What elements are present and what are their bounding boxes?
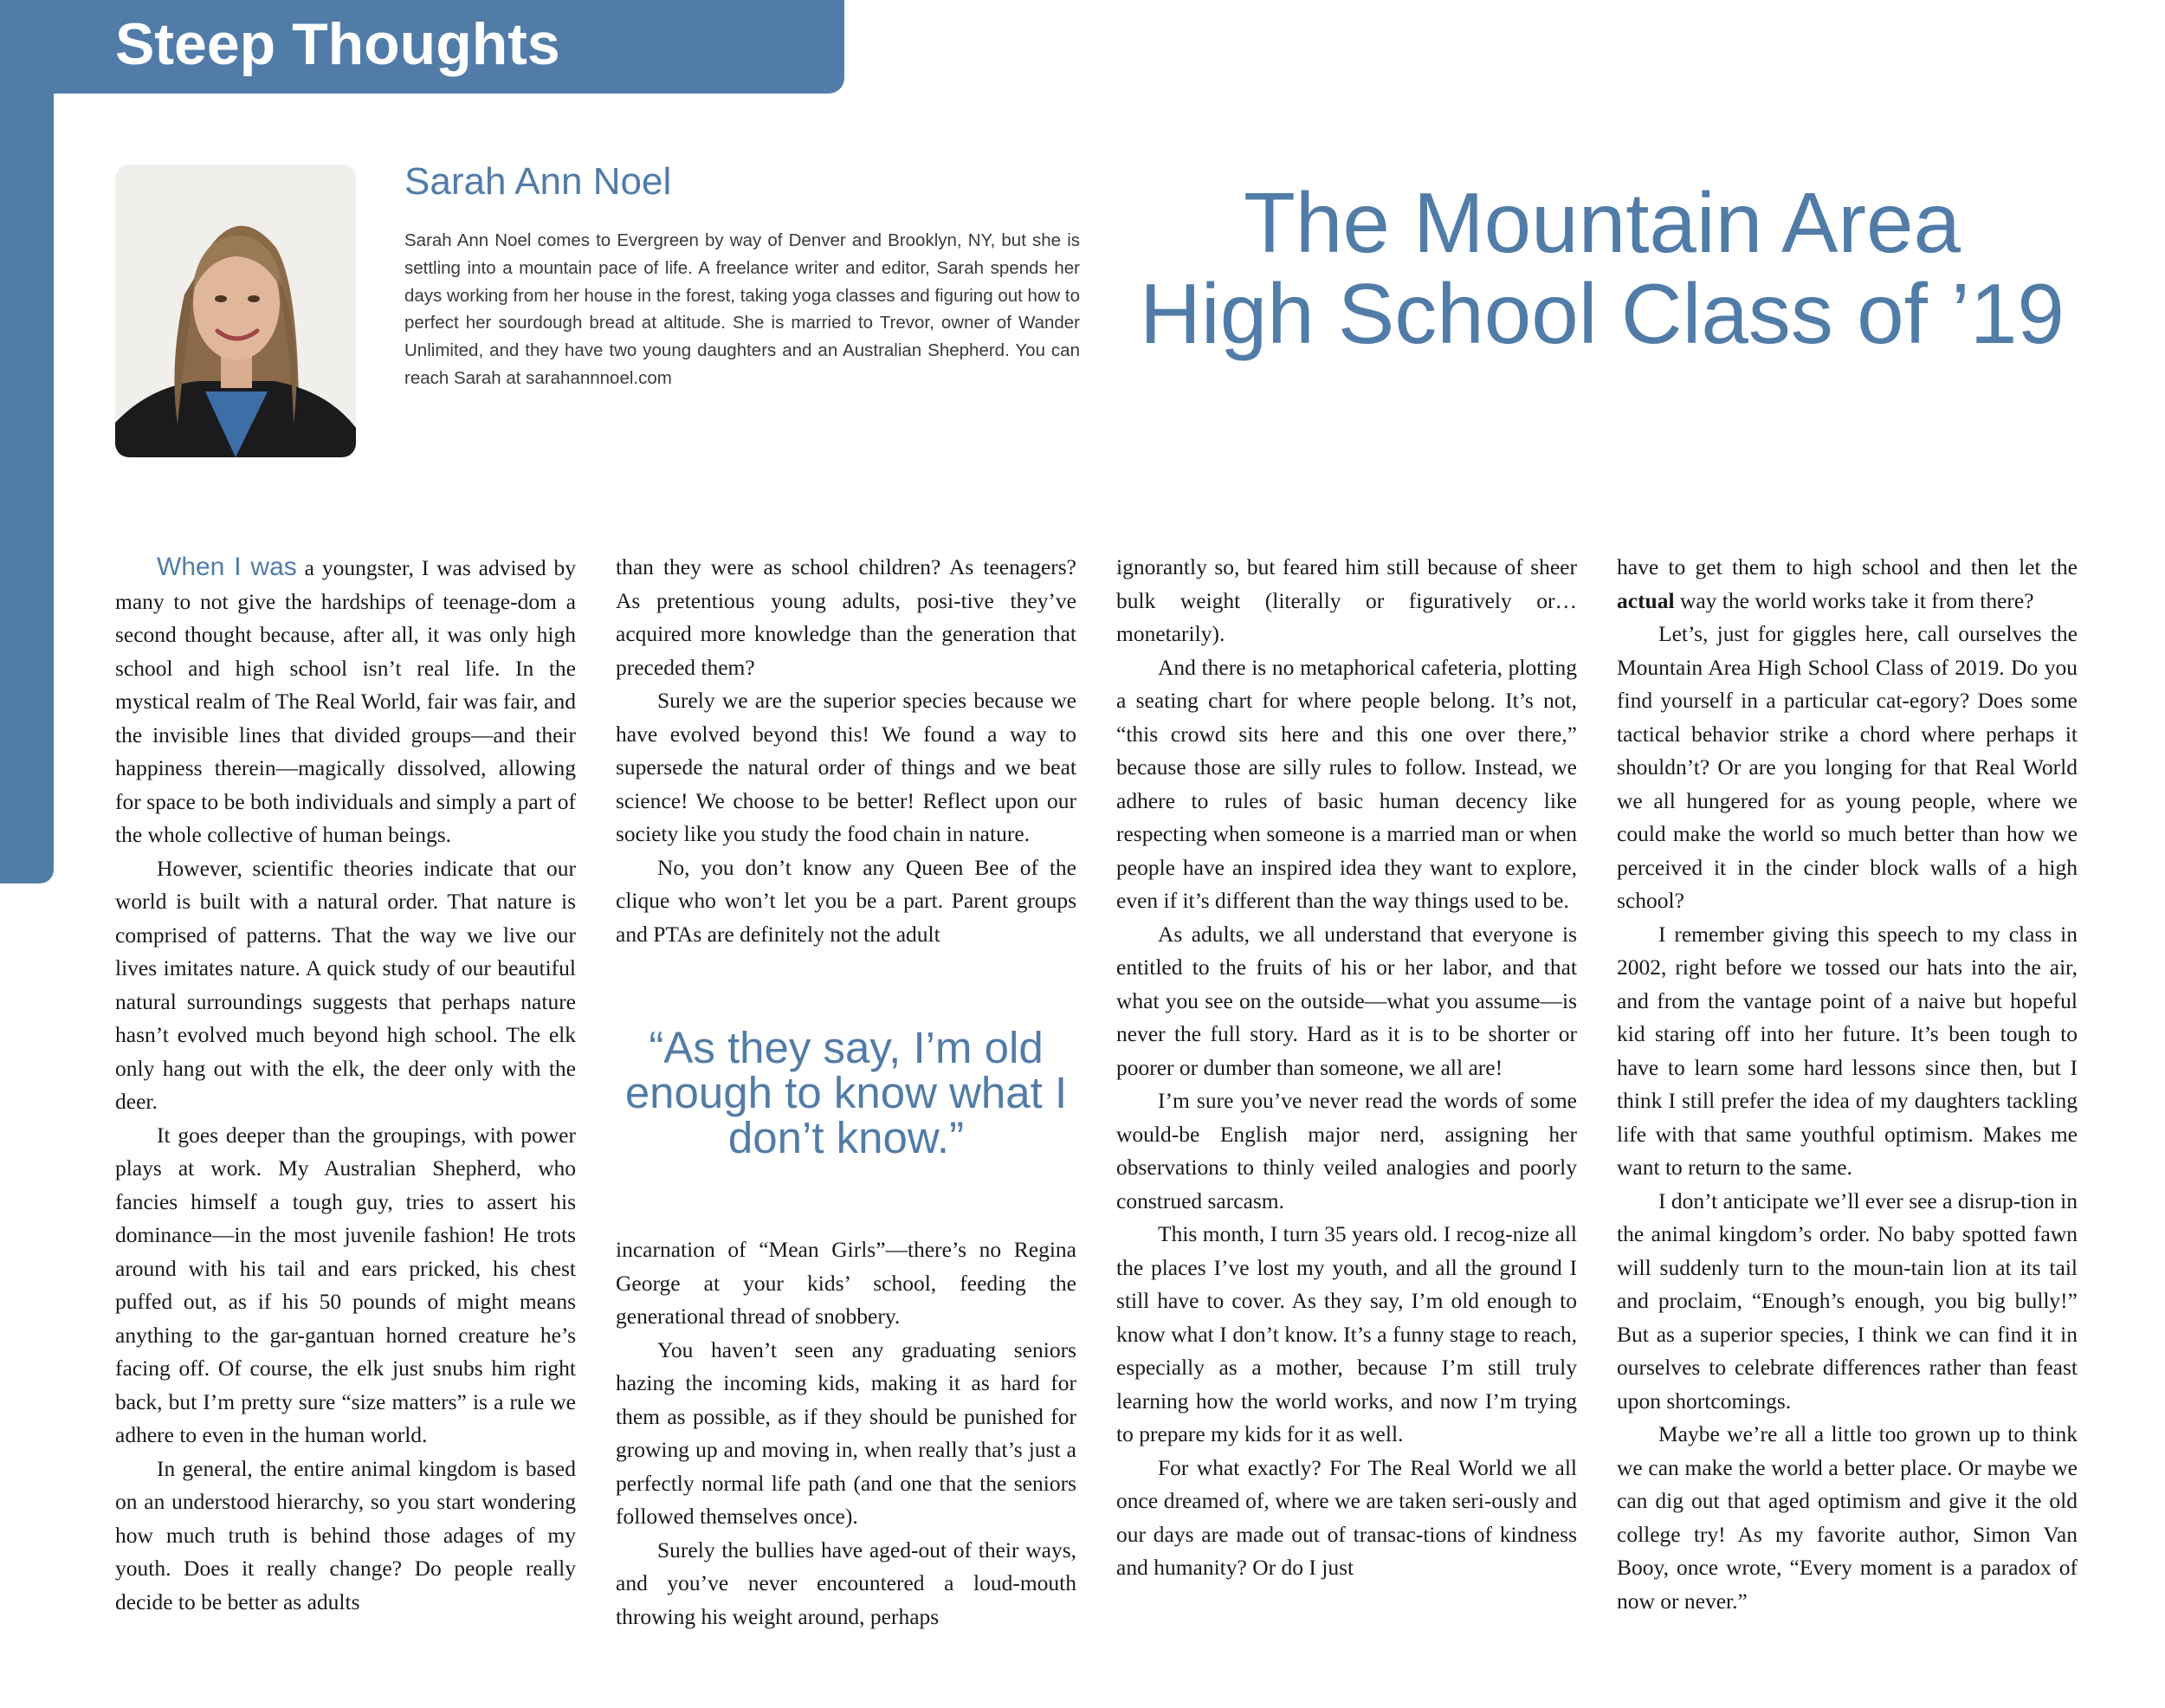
article-column-3 <box>1116 551 1577 1585</box>
emphasis-actual: actual <box>1617 587 1675 613</box>
author-name: Sarah Ann Noel <box>404 160 672 203</box>
article-headline <box>1117 175 2087 361</box>
author-photo <box>115 165 356 457</box>
article-paragraph: As adults, we all understand that everyone is entitled to the fruits of his or her labor, and that what you see on the outside—what you assume—is never the full story. Hard as it is to be shorter or poorer or dumber than someone, we all are! <box>1116 921 1577 1080</box>
article-column-2 <box>616 551 1076 1634</box>
article-paragraph: have to get them to high school and then let the actual way the world works take it from there? <box>1617 554 2078 613</box>
article-paragraph: Let’s, just for giggles here, call ourselves the Mountain Area High School Class of 2019. Do you find yourself in a particular cat-egory? Does some tactical behavior strike a chord where perhaps it shouldn’t? Or are you longing for that Real World we all hungered for as young people, where we could make the world so much better than how we perceived it in the cinder block walls of a high school? <box>1617 621 2078 913</box>
article-paragraph: When I was a youngster, I was advised by many to not give the hardships of teenage-dom a second thought because, after all, it was only high school and high school isn’t real life. In the mystical realm of The Real World, fair was fair, and the invisible lines that divided groups—and their happiness therein—magically dissolved, allowing for space to be both individuals and simply a part of the whole collective of human beings. <box>115 553 576 847</box>
article-paragraph: It goes deeper than the groupings, with power plays at work. My Australian Shepherd, who fancies himself a tough guy, tries to assert his dominance—in the most juvenile fashion! He trots around with his tail and ears pricked, his chest puffed out, as if his 50 pounds of might means anything to the gar-gantuan horned creature he’s facing off. Of course, the elk just snubs him right back, but I’m pretty sure “size matters” is a rule we adhere to even in the human world. <box>115 1122 576 1447</box>
article-paragraph: And there is no metaphorical cafeteria, plotting a seating chart for where people belong. It’s not, “this crowd sits here and this one over there,” because those are silly rules to follow. Instead, we adhere to rules of basic human decency like respecting when someone is a married man or when people have an inspired idea they want to explore, even if it’s different than the way things used to be. <box>1116 654 1577 913</box>
article-paragraph: You haven’t seen any graduating seniors hazing the incoming kids, making it as hard for them as possible, as if they should be punished for growing up and moving in, when really that’s just a perfectly normal life path (and one that the seniors followed themselves once). <box>616 1336 1076 1529</box>
article-paragraph: Surely the bullies have aged-out of their ways, and you’ve never encountered a loud-mouth throwing his weight around, perhaps <box>616 1537 1076 1629</box>
department-title: Steep Thoughts <box>115 11 560 77</box>
article-paragraph: However, scientific theories indicate that our world is built with a natural order. That nature is comprised of patterns. That the way we live our lives imitates nature. A quick study of our beautiful natural surroundings suggests that perhaps nature hasn’t evolved much beyond high school. The elk only hang out with the elk, the deer only with the deer. <box>115 855 576 1114</box>
article-paragraph: I don’t anticipate we’ll ever see a disrup-tion in the animal kingdom’s order. No baby spotted fawn will suddenly turn to the moun-tain lion at its tail and proclaim, “Enough’s enough, you big bully!” But as a superior species, I think we can find it in ourselves to celebrate differences rather than feast upon shortcomings. <box>1617 1187 2078 1414</box>
lead-in: When I was <box>157 553 297 581</box>
article-paragraph: ignorantly so, but feared him still because of sheer bulk weight (literally or figuratively or… monetarily). <box>1116 554 1577 646</box>
article-paragraph: No, you don’t know any Queen Bee of the clique who won’t let you be a part. Parent groups and PTAs are definitely not the adult <box>616 854 1076 947</box>
side-accent-bar <box>0 0 54 883</box>
author-bio: Sarah Ann Noel comes to Evergreen by way of Denver and Brooklyn, NY, but she is settling into a mountain pace of life. A freelance writer and editor, Sarah spends her days working from her house in the forest, taking yoga classes and figuring out how to perfect her sourdough bread at altitude. She is married to Trevor, owner of Wander Unlimited, and they have two young daughters and an Australian Shepherd. You can reach Sarah at sarahannnoel.com <box>404 230 1080 388</box>
article-column-4 <box>1617 551 2078 1618</box>
article-paragraph: This month, I turn 35 years old. I recog-nize all the places I’ve lost my youth, and all the ground I still have to cover. As they say, I’m old enough to know what I don’t know. It’s a funny stage to reach, especially as a mother, because I’m still truly learning how the world works, and now I’m trying to prepare my kids for it as well. <box>1116 1221 1577 1446</box>
article-column-1 <box>115 551 576 1619</box>
article-paragraph: Maybe we’re all a little too grown up to think we can make the world a better place. Or maybe we can dig out that aged optimism and give it the old college try! As my favorite author, Simon Van Booy, once wrote, “Every moment is a paradox of now or never.” <box>1617 1421 2078 1614</box>
article-paragraph: Surely we are the superior species because we have evolved beyond this! We found a way to supersede the natural order of things and we beat science! We choose to be better! Reflect upon our society like you study the food chain in nature. <box>616 688 1076 846</box>
article-paragraph: For what exactly? For The Real World we all once dreamed of, where we are taken seri-ously and our days are made out of transac-tions of kindness and humanity? Or do I just <box>1116 1454 1577 1580</box>
headline-line-2: High School Class of ’19 <box>1140 266 2065 361</box>
article-paragraph: In general, the entire animal kingdom is based on an understood hierarchy, so you start wondering how much truth is behind those adages of my youth. Does it really change? Do people really decide to be better as adults <box>115 1455 576 1614</box>
article-paragraph: than they were as school children? As teenagers? As pretentious young adults, posi-tive they’ve acquired more knowledge than the generation that preceded them? <box>616 554 1076 680</box>
article-paragraph: I remember giving this speech to my class in 2002, right before we tossed our hats into the air, and from the vantage point of a naive but hopeful kid staring off into her future. It’s been tough to have to learn some hard lessons since then, but I think I still prefer the idea of my daughters tackling life with that same youthful optimism. Makes me want to return to the same. <box>1617 921 2078 1180</box>
pull-quote: “As they say, I’m old enough to know what I don’t know.” <box>624 1023 1068 1162</box>
article-paragraph: I’m sure you’ve never read the words of some would-be English major nerd, assigning her observations to thinly veiled analogies and poorly construed sarcasm. <box>1116 1088 1577 1213</box>
headline-line-1: The Mountain Area <box>1243 175 1961 270</box>
article-paragraph: incarnation of “Mean Girls”—there’s no Regina George at your kids’ school, feeding the generational thread of snobbery. <box>616 1237 1076 1329</box>
